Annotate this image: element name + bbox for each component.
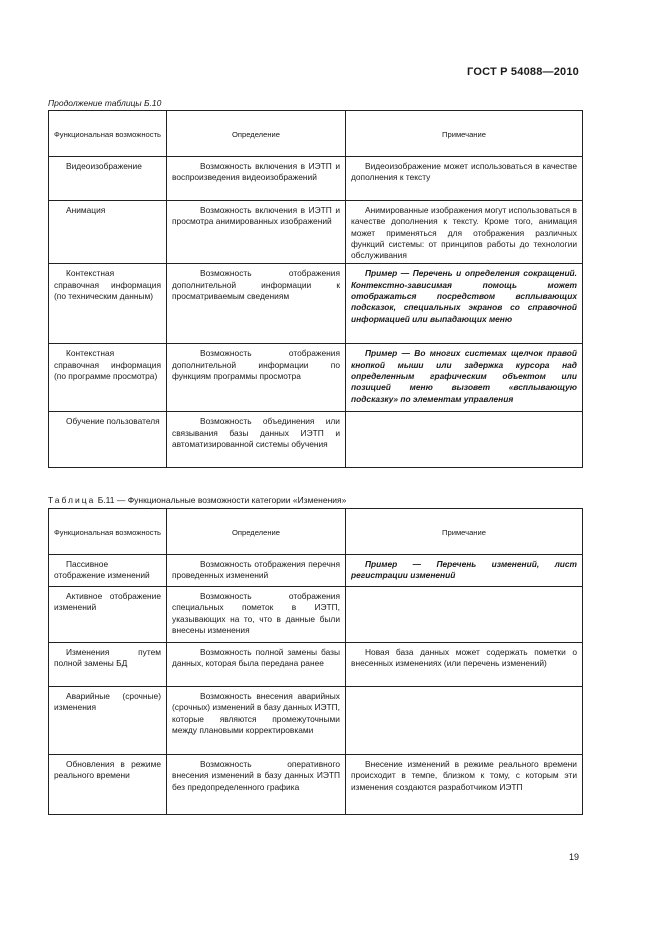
definition-cell: Возможность отображения дополнительной информации по функциям программы просмотра [167,344,346,412]
table-row [49,643,583,687]
table-caption-prefix: Таблица [48,495,96,505]
note-cell [346,412,583,468]
capability-cell: Изменения путем полной замены БД [49,643,167,687]
definition-cell: Возможность отображения перечня проведенных изменений [167,555,346,587]
note-cell [346,587,583,643]
table-row [49,687,583,755]
page-number: 19 [568,852,579,862]
definition-cell: Возможность оперативного внесения изменений в базу данных ИЭТП без предопределенного графика [167,755,346,815]
note-cell: Новая база данных может содержать пометки о внесенных изменениях (или перечень изменений) [346,643,583,687]
table-row [49,157,583,201]
definition-cell: Возможность включения в ИЭТП и воспроизведения видеоизображений [167,157,346,201]
column-header-note: Примечание [346,111,583,157]
note-cell: Анимированные изображения могут использоваться в качестве дополнения к тексту. Кроме того, анимация может применяться для отображения различных функций системы: от принципов работы до технологии обслуживания [346,201,583,264]
table-row [49,555,583,587]
definition-cell: Возможность внесения аварийных (срочных) изменений в базу данных ИЭТП, которые являются промежуточными между плановыми корректировками [167,687,346,755]
table-row [49,755,583,815]
table-b10-continuation [48,110,583,468]
note-cell: Видеоизображение может использоваться в качестве дополнения к тексту [346,157,583,201]
column-header-definition: Определение [167,111,346,157]
definition-cell: Возможность объединения или связывания базы данных ИЭТП и автоматизированной системы обучения [167,412,346,468]
definition-cell: Возможность включения в ИЭТП и просмотра анимированных изображений [167,201,346,264]
capability-cell: Анимация [49,201,167,264]
capability-cell: Активное отображение изменений [49,587,167,643]
column-header-capability: Функциональная возможность [49,509,167,555]
column-header-definition: Определение [167,509,346,555]
capability-cell: Контекстная справочная информация (по техническим данным) [49,264,167,344]
note-cell: Пример — Перечень и определения сокращений. Контекстно-зависимая помощь может отображаться посредством всплывающих подсказок, специальных экранов со справочной информацией или выпадающих меню [346,264,583,344]
table-caption [48,495,346,505]
note-cell: Внесение изменений в режиме реального времени происходит в темпе, близком к тому, с которым эти изменения создаются разработчиком ИЭТП [346,755,583,815]
table-row [49,412,583,468]
capability-cell: Аварийные (срочные) изменения [49,687,167,755]
table-caption-title: Б.11 — Функциональные возможности категории «Изменения» [97,495,347,505]
table-row [49,344,583,412]
capability-cell: Видеоизображение [49,157,167,201]
definition-cell: Возможность отображения дополнительной информации к просматриваемым сведениям [167,264,346,344]
note-cell: Пример — Во многих системах щелчок правой кнопкой мыши или задержка курсора над определенным графическим объектом или позицией меню вызовет «всплывающую подсказку» по элементам управления [346,344,583,412]
note-cell: Пример — Перечень изменений, лист регистрации изменений [346,555,583,587]
column-header-note: Примечание [346,509,583,555]
table-row [49,587,583,643]
table-continuation-caption: Продолжение таблицы Б.10 [48,98,162,108]
note-cell [346,687,583,755]
capability-cell: Обучение пользователя [49,412,167,468]
document-code: ГОСТ Р 54088—2010 [467,66,579,78]
table-row [49,264,583,344]
table-b11 [48,508,583,815]
column-header-capability: Функциональная возможность [49,111,167,157]
capability-cell: Пассивное отображение изменений [49,555,167,587]
capability-cell: Обновления в режиме реального времени [49,755,167,815]
capability-cell: Контекстная справочная информация (по программе просмотра) [49,344,167,412]
definition-cell: Возможность отображения специальных пометок в ИЭТП, указывающих на то, что в данные были внесены изменения [167,587,346,643]
table-row [49,201,583,264]
definition-cell: Возможность полной замены базы данных, которая была передана ранее [167,643,346,687]
